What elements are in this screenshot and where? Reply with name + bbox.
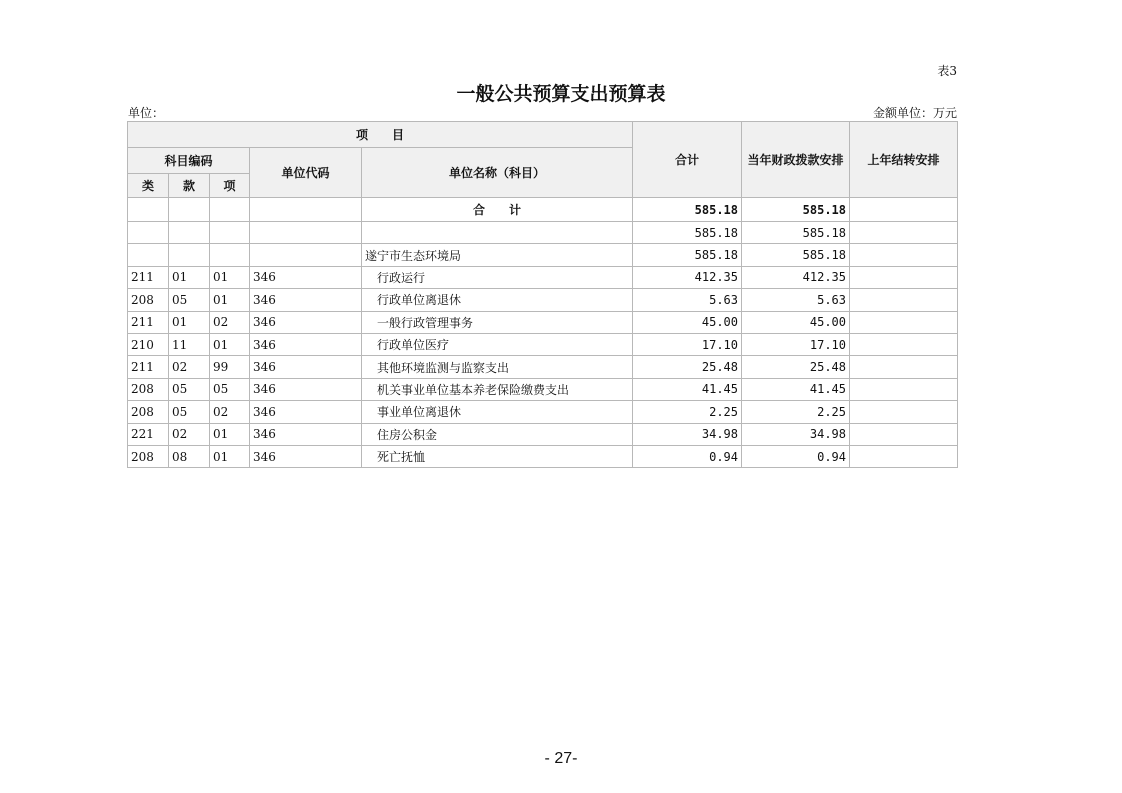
summary-name: 合 计 <box>362 198 633 222</box>
cell-total: 5.63 <box>633 289 742 311</box>
cell-kuan: 05 <box>169 289 210 311</box>
table-number: 表3 <box>937 64 957 78</box>
table-row <box>128 401 958 423</box>
cell-total: 0.94 <box>633 445 742 467</box>
header-current-year: 当年财政拨款安排 <box>742 122 850 198</box>
cell-last <box>850 423 958 445</box>
cell-current: 41.45 <box>742 378 850 400</box>
unit-label: 单位： <box>128 106 165 120</box>
table-row <box>128 266 958 288</box>
cell-name: 事业单位离退休 <box>362 401 633 423</box>
cell-last <box>850 401 958 423</box>
cell-unit-code: 346 <box>250 356 362 378</box>
cell-last <box>850 311 958 333</box>
summary-current: 585.18 <box>742 198 850 222</box>
cell-xiang: 02 <box>210 311 250 333</box>
summary-last <box>850 222 958 244</box>
cell-name: 行政单位离退休 <box>362 289 633 311</box>
cell-name: 行政单位医疗 <box>362 333 633 355</box>
cell-current: 0.94 <box>742 445 850 467</box>
cell-last <box>850 356 958 378</box>
cell-unit-code: 346 <box>250 289 362 311</box>
cell-lei: 208 <box>128 401 169 423</box>
cell-xiang: 02 <box>210 401 250 423</box>
summary-current: 585.18 <box>742 244 850 266</box>
summary-row-unit <box>128 244 958 266</box>
cell-current: 412.35 <box>742 266 850 288</box>
cell-name: 机关事业单位基本养老保险缴费支出 <box>362 378 633 400</box>
cell-xiang: 99 <box>210 356 250 378</box>
cell-name: 其他环境监测与监察支出 <box>362 356 633 378</box>
header-row-1 <box>128 122 958 148</box>
cell-kuan: 08 <box>169 445 210 467</box>
table-row <box>128 423 958 445</box>
cell-last <box>850 266 958 288</box>
summary-row-subtotal <box>128 222 958 244</box>
cell-lei: 221 <box>128 423 169 445</box>
cell-kuan: 02 <box>169 423 210 445</box>
cell-xiang: 01 <box>210 333 250 355</box>
amount-unit-label: 金额单位：万元 <box>872 106 957 120</box>
cell-kuan: 05 <box>169 378 210 400</box>
summary-row-total <box>128 198 958 222</box>
cell-name: 一般行政管理事务 <box>362 311 633 333</box>
cell-kuan: 05 <box>169 401 210 423</box>
cell-lei: 208 <box>128 289 169 311</box>
cell-unit-code: 346 <box>250 423 362 445</box>
cell-lei: 208 <box>128 378 169 400</box>
cell-total: 25.48 <box>633 356 742 378</box>
summary-total: 585.18 <box>633 244 742 266</box>
cell-total: 41.45 <box>633 378 742 400</box>
cell-kuan: 01 <box>169 266 210 288</box>
cell-last <box>850 333 958 355</box>
cell-last <box>850 289 958 311</box>
cell-unit-code: 346 <box>250 401 362 423</box>
cell-unit-code: 346 <box>250 445 362 467</box>
table-row <box>128 311 958 333</box>
header-subject-code: 科目编码 <box>128 148 250 174</box>
summary-last <box>850 198 958 222</box>
cell-current: 17.10 <box>742 333 850 355</box>
cell-lei: 211 <box>128 356 169 378</box>
cell-name: 死亡抚恤 <box>362 445 633 467</box>
summary-current: 585.18 <box>742 222 850 244</box>
cell-xiang: 01 <box>210 289 250 311</box>
cell-unit-code: 346 <box>250 333 362 355</box>
header-last-year: 上年结转安排 <box>850 122 958 198</box>
cell-lei: 211 <box>128 311 169 333</box>
table-row <box>128 333 958 355</box>
cell-current: 45.00 <box>742 311 850 333</box>
table-row <box>128 378 958 400</box>
cell-total: 45.00 <box>633 311 742 333</box>
cell-current: 5.63 <box>742 289 850 311</box>
page-number: - 27- <box>544 750 578 767</box>
header-kuan: 款 <box>169 174 210 198</box>
summary-name <box>362 222 633 244</box>
cell-unit-code: 346 <box>250 311 362 333</box>
cell-current: 34.98 <box>742 423 850 445</box>
cell-lei: 211 <box>128 266 169 288</box>
header-lei: 类 <box>128 174 169 198</box>
cell-name: 行政运行 <box>362 266 633 288</box>
summary-total: 585.18 <box>633 198 742 222</box>
cell-current: 25.48 <box>742 356 850 378</box>
cell-last <box>850 445 958 467</box>
header-item: 项 目 <box>128 122 633 148</box>
header-unit-code: 单位代码 <box>250 148 362 198</box>
cell-current: 2.25 <box>742 401 850 423</box>
cell-total: 2.25 <box>633 401 742 423</box>
header-total: 合计 <box>633 122 742 198</box>
page-title: 一般公共预算支出预算表 <box>456 83 666 105</box>
cell-xiang: 01 <box>210 423 250 445</box>
cell-unit-code: 346 <box>250 378 362 400</box>
summary-name: 遂宁市生态环境局 <box>362 244 633 266</box>
cell-xiang: 01 <box>210 266 250 288</box>
cell-kuan: 11 <box>169 333 210 355</box>
cell-kuan: 02 <box>169 356 210 378</box>
cell-xiang: 01 <box>210 445 250 467</box>
table-row <box>128 289 958 311</box>
table-row <box>128 445 958 467</box>
cell-total: 412.35 <box>633 266 742 288</box>
summary-total: 585.18 <box>633 222 742 244</box>
summary-last <box>850 244 958 266</box>
cell-kuan: 01 <box>169 311 210 333</box>
table-row <box>128 356 958 378</box>
cell-lei: 208 <box>128 445 169 467</box>
cell-xiang: 05 <box>210 378 250 400</box>
cell-last <box>850 378 958 400</box>
budget-table <box>127 121 958 468</box>
cell-name: 住房公积金 <box>362 423 633 445</box>
cell-total: 17.10 <box>633 333 742 355</box>
header-unit-name: 单位名称（科目） <box>362 148 633 198</box>
header-xiang: 项 <box>210 174 250 198</box>
cell-unit-code: 346 <box>250 266 362 288</box>
cell-lei: 210 <box>128 333 169 355</box>
cell-total: 34.98 <box>633 423 742 445</box>
